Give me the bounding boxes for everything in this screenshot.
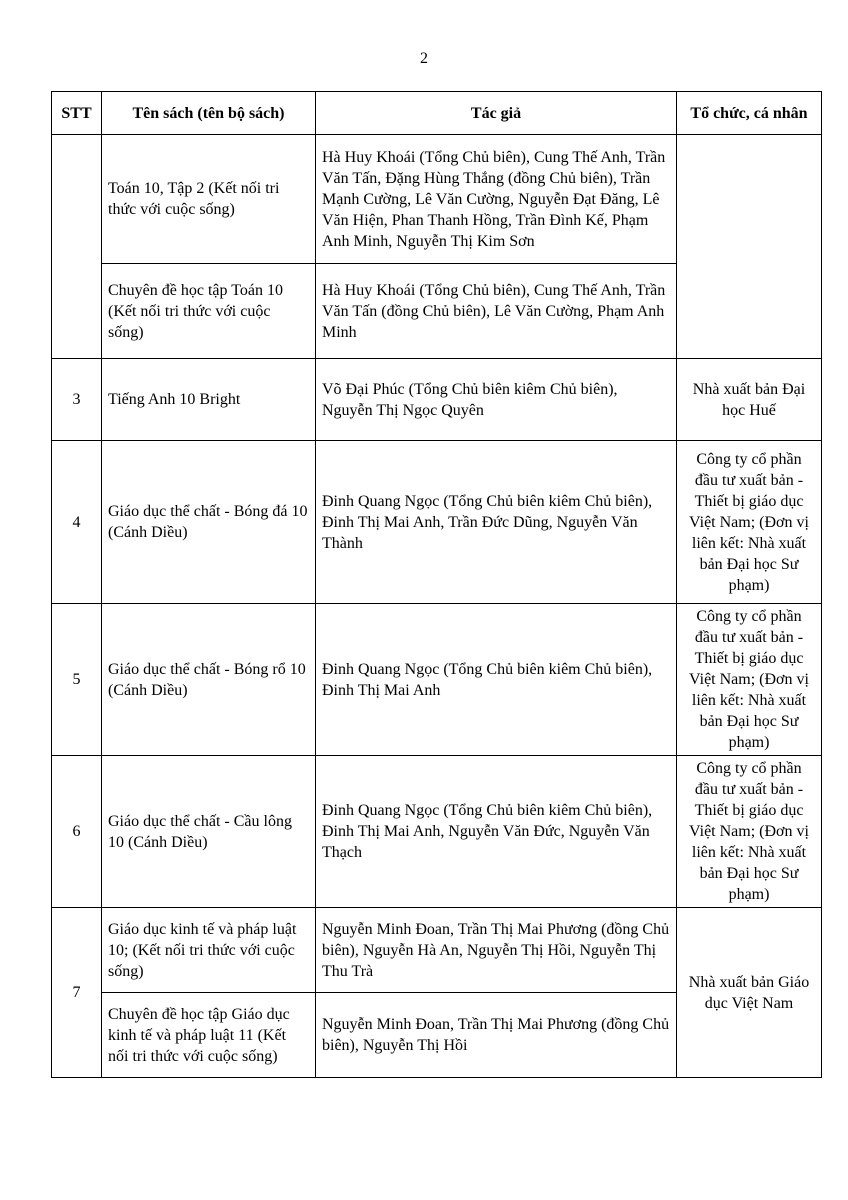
row-author: Đinh Quang Ngọc (Tổng Chủ biên kiêm Chủ biên), Đinh Thị Mai Anh	[316, 604, 677, 756]
row-book: Toán 10, Tập 2 (Kết nối tri thức với cuộc sống)	[102, 135, 316, 264]
page-number: 2	[420, 50, 428, 67]
row-org	[677, 135, 822, 359]
row-org: Công ty cổ phần đầu tư xuất bản - Thiết bị giáo dục Việt Nam; (Đơn vị liên kết: Nhà xuất bản Đại học Sư phạm)	[677, 604, 822, 756]
header-stt: STT	[52, 92, 102, 135]
row-author: Nguyễn Minh Đoan, Trần Thị Mai Phương (đồng Chủ biên), Nguyễn Hà An, Nguyễn Thị Hồi, Nguyễn Thị Thu Trà	[316, 908, 677, 993]
row-stt: 7	[52, 908, 102, 1078]
table-header-row	[52, 92, 822, 135]
table-row	[52, 135, 822, 264]
books-table	[51, 91, 822, 1078]
row-stt: 5	[52, 604, 102, 756]
table-row	[52, 604, 822, 756]
row-org: Nhà xuất bản Giáo dục Việt Nam	[677, 908, 822, 1078]
header-book: Tên sách (tên bộ sách)	[102, 92, 316, 135]
table-row	[52, 441, 822, 604]
row-book: Giáo dục thể chất - Bóng rổ 10 (Cánh Diều)	[102, 604, 316, 756]
row-author: Hà Huy Khoái (Tổng Chủ biên), Cung Thế Anh, Trần Văn Tấn, Đặng Hùng Thắng (đồng Chủ biên), Trần Mạnh Cường, Lê Văn Cường, Nguyễn Đạt Đăng, Lê Văn Hiện, Phan Thanh Hồng, Trần Đình Kế, Phạm Anh Minh, Nguyễn Thị Kim Sơn	[316, 135, 677, 264]
row-stt	[52, 135, 102, 359]
header-org: Tổ chức, cá nhân	[677, 92, 822, 135]
row-stt: 3	[52, 359, 102, 441]
header-author: Tác giả	[316, 92, 677, 135]
row-stt: 6	[52, 756, 102, 908]
row-book: Chuyên đề học tập Toán 10 (Kết nối tri thức với cuộc sống)	[102, 264, 316, 359]
row-org: Công ty cổ phần đầu tư xuất bản - Thiết bị giáo dục Việt Nam; (Đơn vị liên kết: Nhà xuất bản Đại học Sư phạm)	[677, 441, 822, 604]
row-author: Đinh Quang Ngọc (Tổng Chủ biên kiêm Chủ biên), Đinh Thị Mai Anh, Nguyễn Văn Đức, Nguyễn Văn Thạch	[316, 756, 677, 908]
row-author: Nguyễn Minh Đoan, Trần Thị Mai Phương (đồng Chủ biên), Nguyễn Thị Hồi	[316, 993, 677, 1078]
row-author: Hà Huy Khoái (Tổng Chủ biên), Cung Thế Anh, Trần Văn Tấn (đồng Chủ biên), Lê Văn Cường, Phạm Anh Minh	[316, 264, 677, 359]
table-row	[52, 908, 822, 993]
row-author: Đinh Quang Ngọc (Tổng Chủ biên kiêm Chủ biên), Đinh Thị Mai Anh, Trần Đức Dũng, Nguyễn Văn Thành	[316, 441, 677, 604]
row-book: Giáo dục thể chất - Bóng đá 10 (Cánh Diều)	[102, 441, 316, 604]
row-author: Võ Đại Phúc (Tổng Chủ biên kiêm Chủ biên), Nguyễn Thị Ngọc Quyên	[316, 359, 677, 441]
row-book: Tiếng Anh 10 Bright	[102, 359, 316, 441]
row-org: Công ty cổ phần đầu tư xuất bản - Thiết bị giáo dục Việt Nam; (Đơn vị liên kết: Nhà xuất bản Đại học Sư phạm)	[677, 756, 822, 908]
row-book: Giáo dục kinh tế và pháp luật 10; (Kết nối tri thức với cuộc sống)	[102, 908, 316, 993]
row-book: Giáo dục thể chất - Cầu lông 10 (Cánh Diều)	[102, 756, 316, 908]
row-org: Nhà xuất bản Đại học Huế	[677, 359, 822, 441]
row-book: Chuyên đề học tập Giáo dục kinh tế và pháp luật 11 (Kết nối tri thức với cuộc sống)	[102, 993, 316, 1078]
table-row	[52, 359, 822, 441]
row-stt: 4	[52, 441, 102, 604]
table-row	[52, 756, 822, 908]
